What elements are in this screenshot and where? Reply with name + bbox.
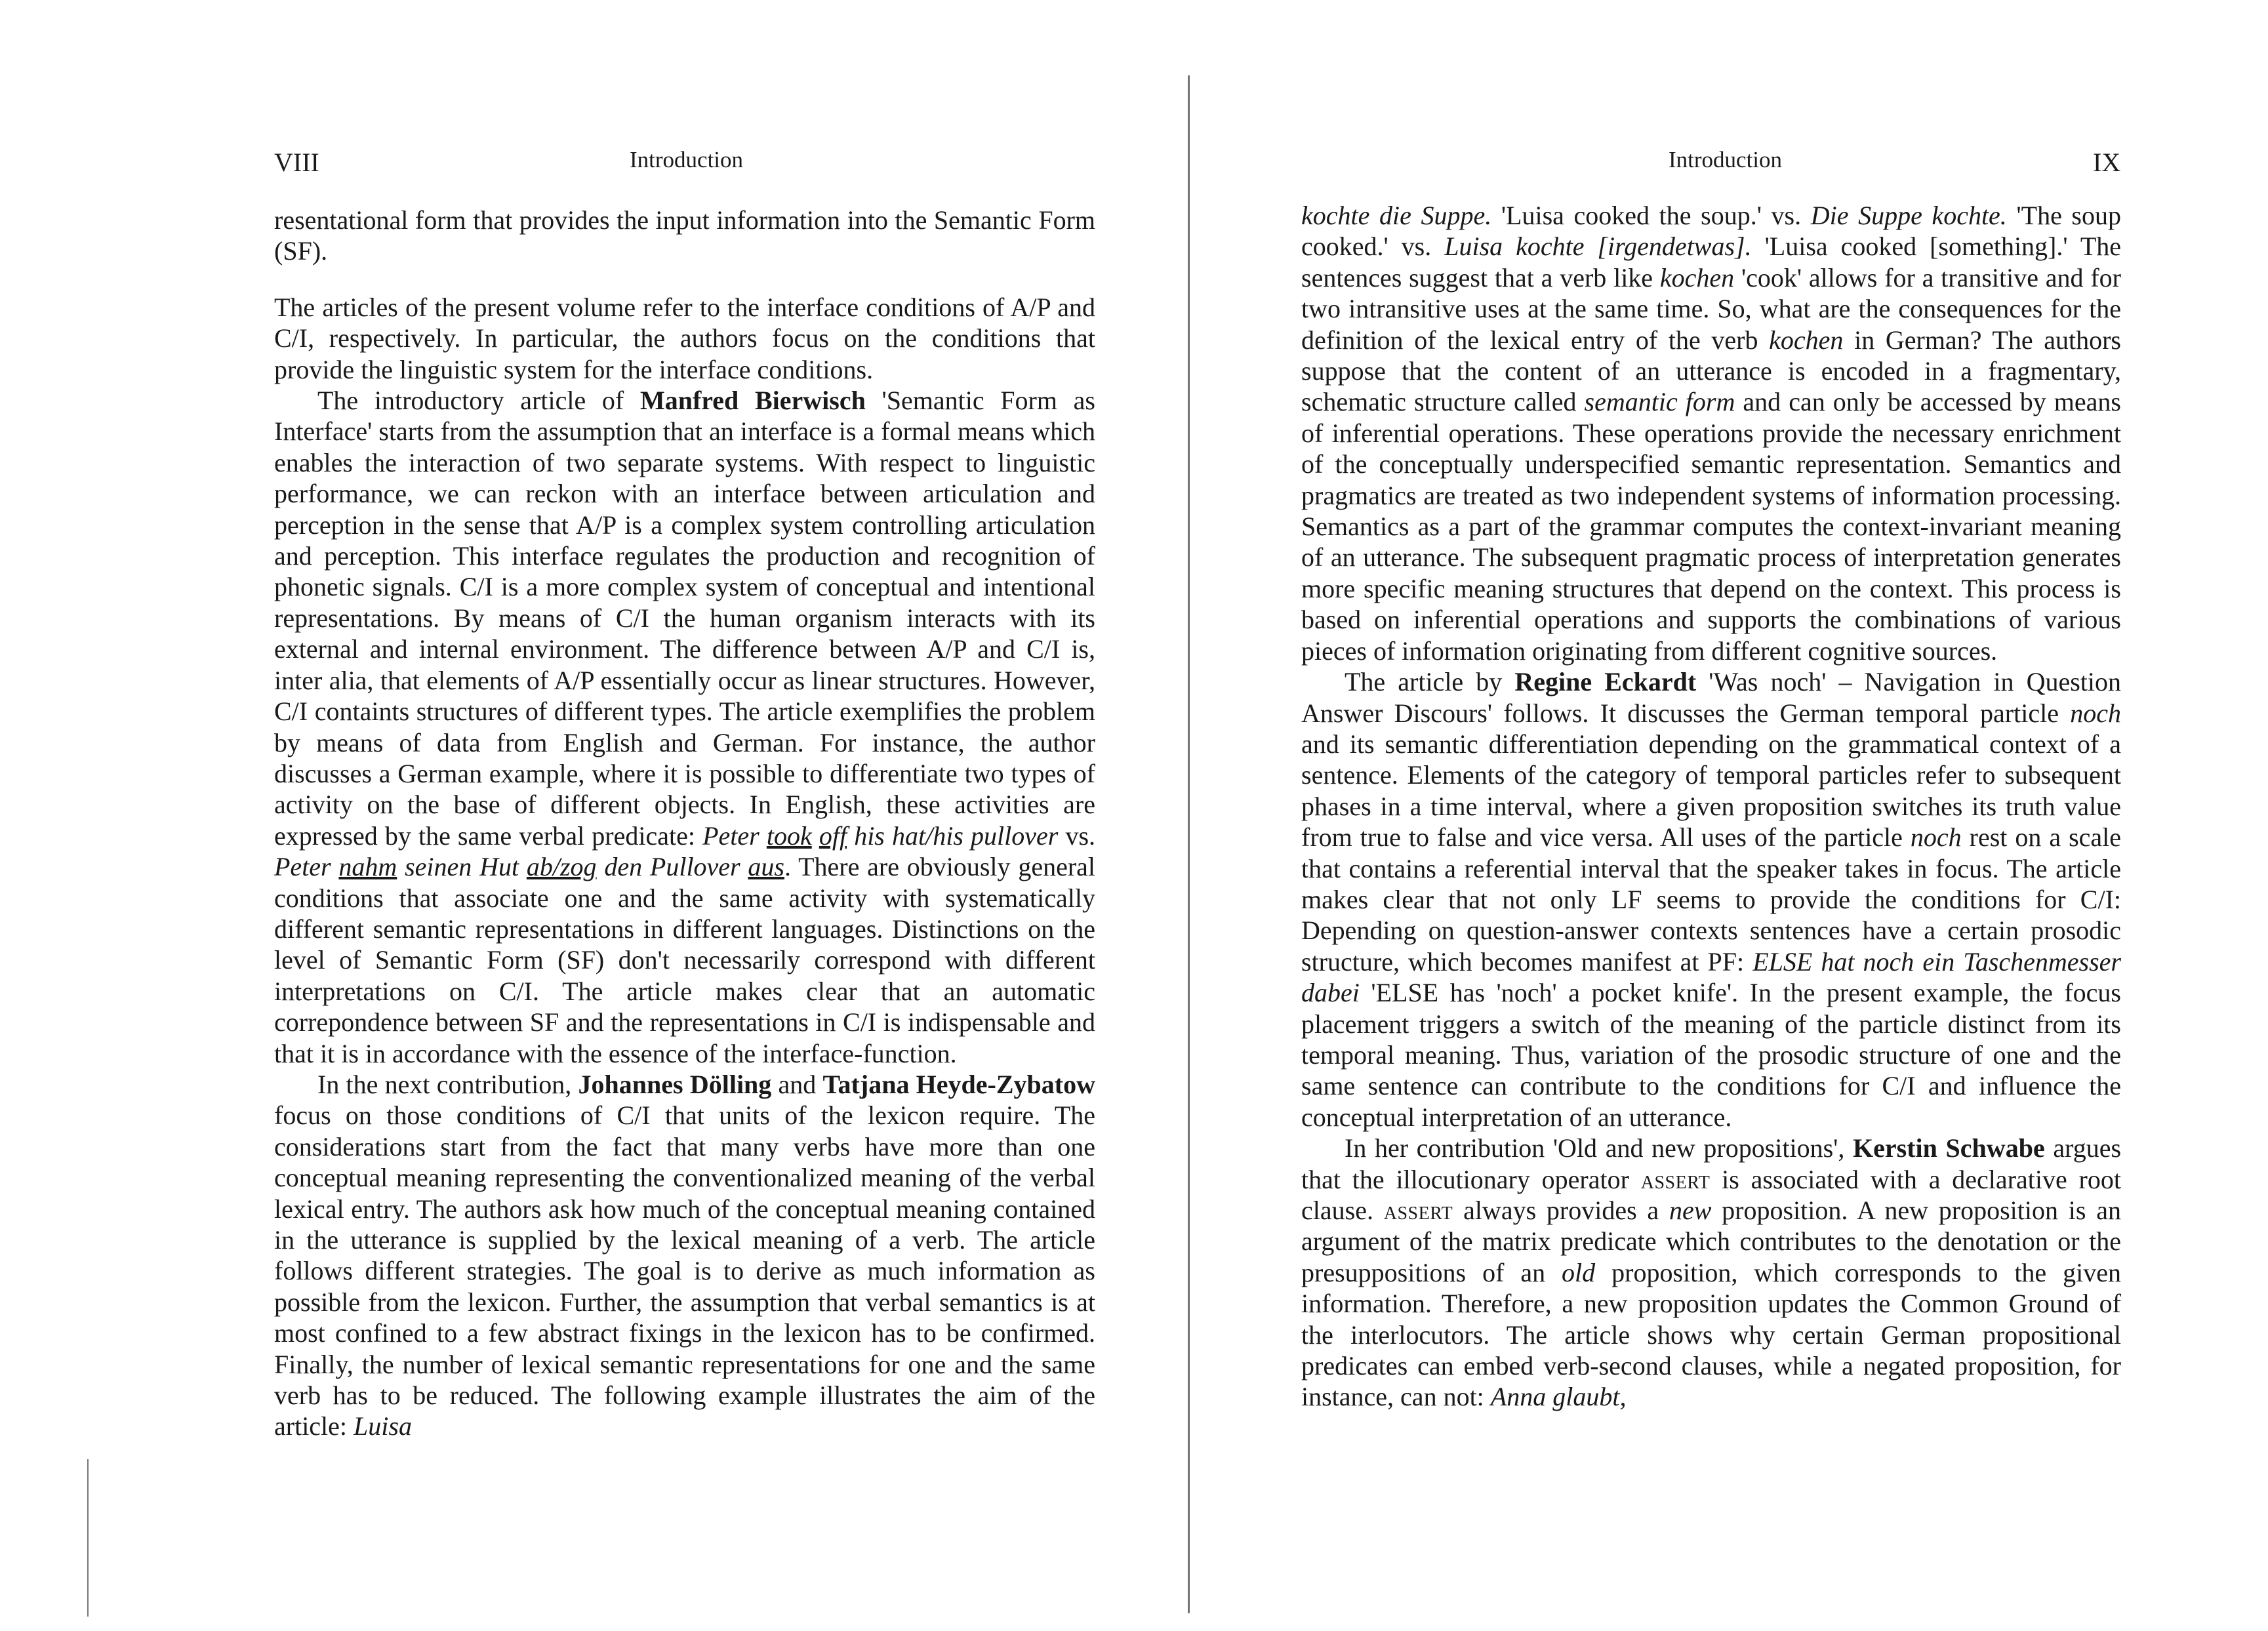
example-text: Peter (702, 820, 767, 851)
paragraph (274, 1069, 1095, 1442)
text-run: proposition, which corresponds to the given information. Therefore, a new proposition updates the Common Ground of the interlocutors. The article shows why certain German propositional predicates can embed verb-second clauses, while a negated proposition, for instance, can not: (1301, 1257, 2121, 1412)
paragraph (1301, 200, 2121, 666)
page-number: IX (2093, 148, 2121, 177)
example-text: Anna glaubt, (1490, 1382, 1627, 1412)
example-text: kochen (1659, 262, 1735, 292)
author-name: Kerstin Schwabe (1853, 1133, 2045, 1163)
text-run: 'Was noch' – Navigation in Question Answer Discours' follows. It discusses the German temporal particle (1301, 667, 2122, 728)
example-text: took (766, 820, 812, 851)
text-run: assert (1640, 1164, 1711, 1194)
example-text: noch (1910, 822, 1962, 853)
text-run: resentational form that provides the input information into the Semantic Form (SF). (274, 205, 1095, 266)
running-title: Introduction (1669, 147, 1783, 172)
text-run: In her contribution 'Old and new propositions', (1345, 1133, 1853, 1163)
right-page (1134, 0, 2268, 1631)
example-text: Peter (274, 852, 339, 882)
paragraph (274, 205, 1095, 267)
example-text: Die Suppe kochte. (1810, 201, 2007, 230)
example-text: old (1562, 1257, 1596, 1287)
text-run: 'Luisa cooked [something].' The sentences suggest that a verb like (1301, 232, 2122, 292)
text-run: In the next contribution, (317, 1069, 578, 1099)
author-name: Manfred Bierwisch (639, 386, 866, 416)
text-run: 'cook' allows for a transitive and for two intransitive uses at the same time. So, what are the consequences for the definition of the lexical entry of the verb (1301, 262, 2121, 355)
paragraph (274, 292, 1095, 385)
example-text: noch (2070, 698, 2121, 728)
paragraph (1301, 1133, 2121, 1413)
example-text: new (1669, 1196, 1712, 1225)
author-name: Regine Eckardt (1514, 667, 1697, 697)
text-run: and (771, 1069, 823, 1099)
example-text: aus (748, 852, 784, 882)
text-run: The article by (1345, 667, 1515, 697)
page-number: VIII (274, 148, 319, 177)
text-run: 'The soup cooked.' vs. (1301, 201, 2121, 262)
example-text: off (819, 820, 847, 851)
example-text: semantic form (1584, 387, 1735, 417)
author-name: Johannes Dölling (578, 1069, 772, 1099)
example-text: den Pullover (596, 852, 748, 882)
example-text: nahm (338, 852, 397, 882)
text-run: vs. (1058, 820, 1096, 851)
text-run: The introductory article of (317, 386, 640, 416)
text-run: 'Luisa cooked the soup.' vs. (1491, 201, 1811, 230)
text-run: in German? The authors suppose that the content of an utterance is encoded in a fragmentary, schematic structure called (1301, 325, 2122, 417)
text-run: The articles of the present volume refer to the interface conditions of A/P and C/I, respectively. In particular, the authors focus on the conditions that provide the linguistic system for the interface conditions. (274, 292, 1095, 384)
example-text: Luisa (354, 1411, 412, 1441)
paragraph (274, 385, 1095, 1069)
body-text (1301, 200, 2121, 1413)
example-text: ab/zog (526, 852, 597, 882)
text-run: and can only be accessed by means of inferential operations. These operations provide the necessary enrichment of the conceptually underspecified semantic representation. Semantics and pragmatics are treated as two independent systems of information processing. Semantics as a part of the grammar computes the context-invariant meaning of an utterance. The subsequent pragmatic process of interpretation generates more specific meaning structures that depend on the context. This process is based on inferential operations and supports the combinations of various pieces of information originating from different cognitive sources. (1301, 387, 2121, 666)
example-text (812, 821, 819, 851)
author-name: Tatjana Heyde-Zybatow (822, 1069, 1095, 1099)
text-run: 'Semantic Form as Interface' starts from the assumption that an interface is a formal means which enables the interaction of two separate systems. With respect to linguistic performance, we can reckon with an interface between articulation and perception in the sense that A/P is a complex system controlling articulation and perception. This interface regulates the production and recognition of phonetic signals. C/I is a more complex system of conceptual and intentional representations. By means of C/I the human organism interacts with its external and internal environment. The difference between A/P and C/I is, inter alia, that elements of A/P essentially occur as linear structures. However, C/I containts structures of different types. The article exemplifies the problem by means of data from English and German. For instance, the author discusses a German example, where it is possible to differentiate two types of activity on the base of different objects. In English, these activities are expressed by the same verbal predicate: (274, 386, 1095, 851)
example-text: seinen Hut (397, 852, 527, 882)
example-text: kochen (1769, 325, 1844, 355)
text-run: . There are obviously general conditions that associate one and the same activity with systematically different semantic representations in different languages. Distinctions on the level of Semantic Form (SF) don't necessarily correspond with different interpretations on C/I. The article makes clear that an automatic correpondence between SF and the representations in C/I is indispensable and that it is in accordance with the essence of the interface-function. (274, 852, 1096, 1068)
text-run: argues that the illocutionary operator (1301, 1133, 2122, 1194)
text-run: rest on a scale that contains a referential interval that the speaker takes in focus. The article makes clear that not only LF seems to provide the conditions for C/I: Depending on question-answer contexts sentences have a certain prosodic structure, which becomes manifest at PF: (1301, 822, 2122, 977)
text-run: and its semantic differentiation depending on the grammatical context of a sentence. Elements of the category of temporal particles refer to subsequent phases in a time interval, where a given proposition switches its truth value from true to false and vice versa. All uses of the particle (1301, 729, 2121, 853)
text-run: proposition. A new proposition is an argument of the matrix predicate which contributes to the denotation or the presuppositions of an (1301, 1196, 2121, 1287)
text-run: assert (1383, 1196, 1453, 1225)
running-title: Introduction (630, 147, 744, 172)
example-text: kochte die Suppe. (1301, 201, 1492, 230)
example-text: Luisa kochte [irgendetwas]. (1444, 232, 1752, 262)
example-text: ELSE hat noch ein Taschenmesser dabei (1301, 946, 2122, 1008)
text-run: focus on those conditions of C/I that units of the lexicon require. The considerations start from the fact that many verbs have more than one conceptual meaning representing the conventionalized meaning of the verbal lexical entry. The authors ask how much of the conceptual meaning contained in the utterance is supplied by the lexical meaning of a verb. The article follows different strategies. The goal is to derive as much information as possible from the lexicon. Further, the assumption that verbal semantics is at most confined to a few abstract fixings in the lexicon has to be confirmed. Finally, the number of lexical semantic representations for one and the same verb has to be reduced. The following example illustrates the aim of the article: (274, 1100, 1095, 1441)
text-run: always provides a (1453, 1196, 1669, 1225)
page-edge-mark (87, 1459, 89, 1617)
body-text (274, 205, 1095, 1442)
example-text: his hat/his pullover (847, 820, 1059, 851)
text-run: 'ELSE has 'noch' a pocket knife'. In the present example, the focus placement triggers a switch of the meaning of the particle distinct from its temporal meaning. Thus, variation of the prosodic structure of one and the same sentence can contribute to the conditions for C/I and influence the conceptual interpretation of an utterance. (1301, 978, 2121, 1132)
text-run: is associated with a declarative root clause. (1301, 1164, 2121, 1225)
paragraph (1301, 666, 2121, 1133)
